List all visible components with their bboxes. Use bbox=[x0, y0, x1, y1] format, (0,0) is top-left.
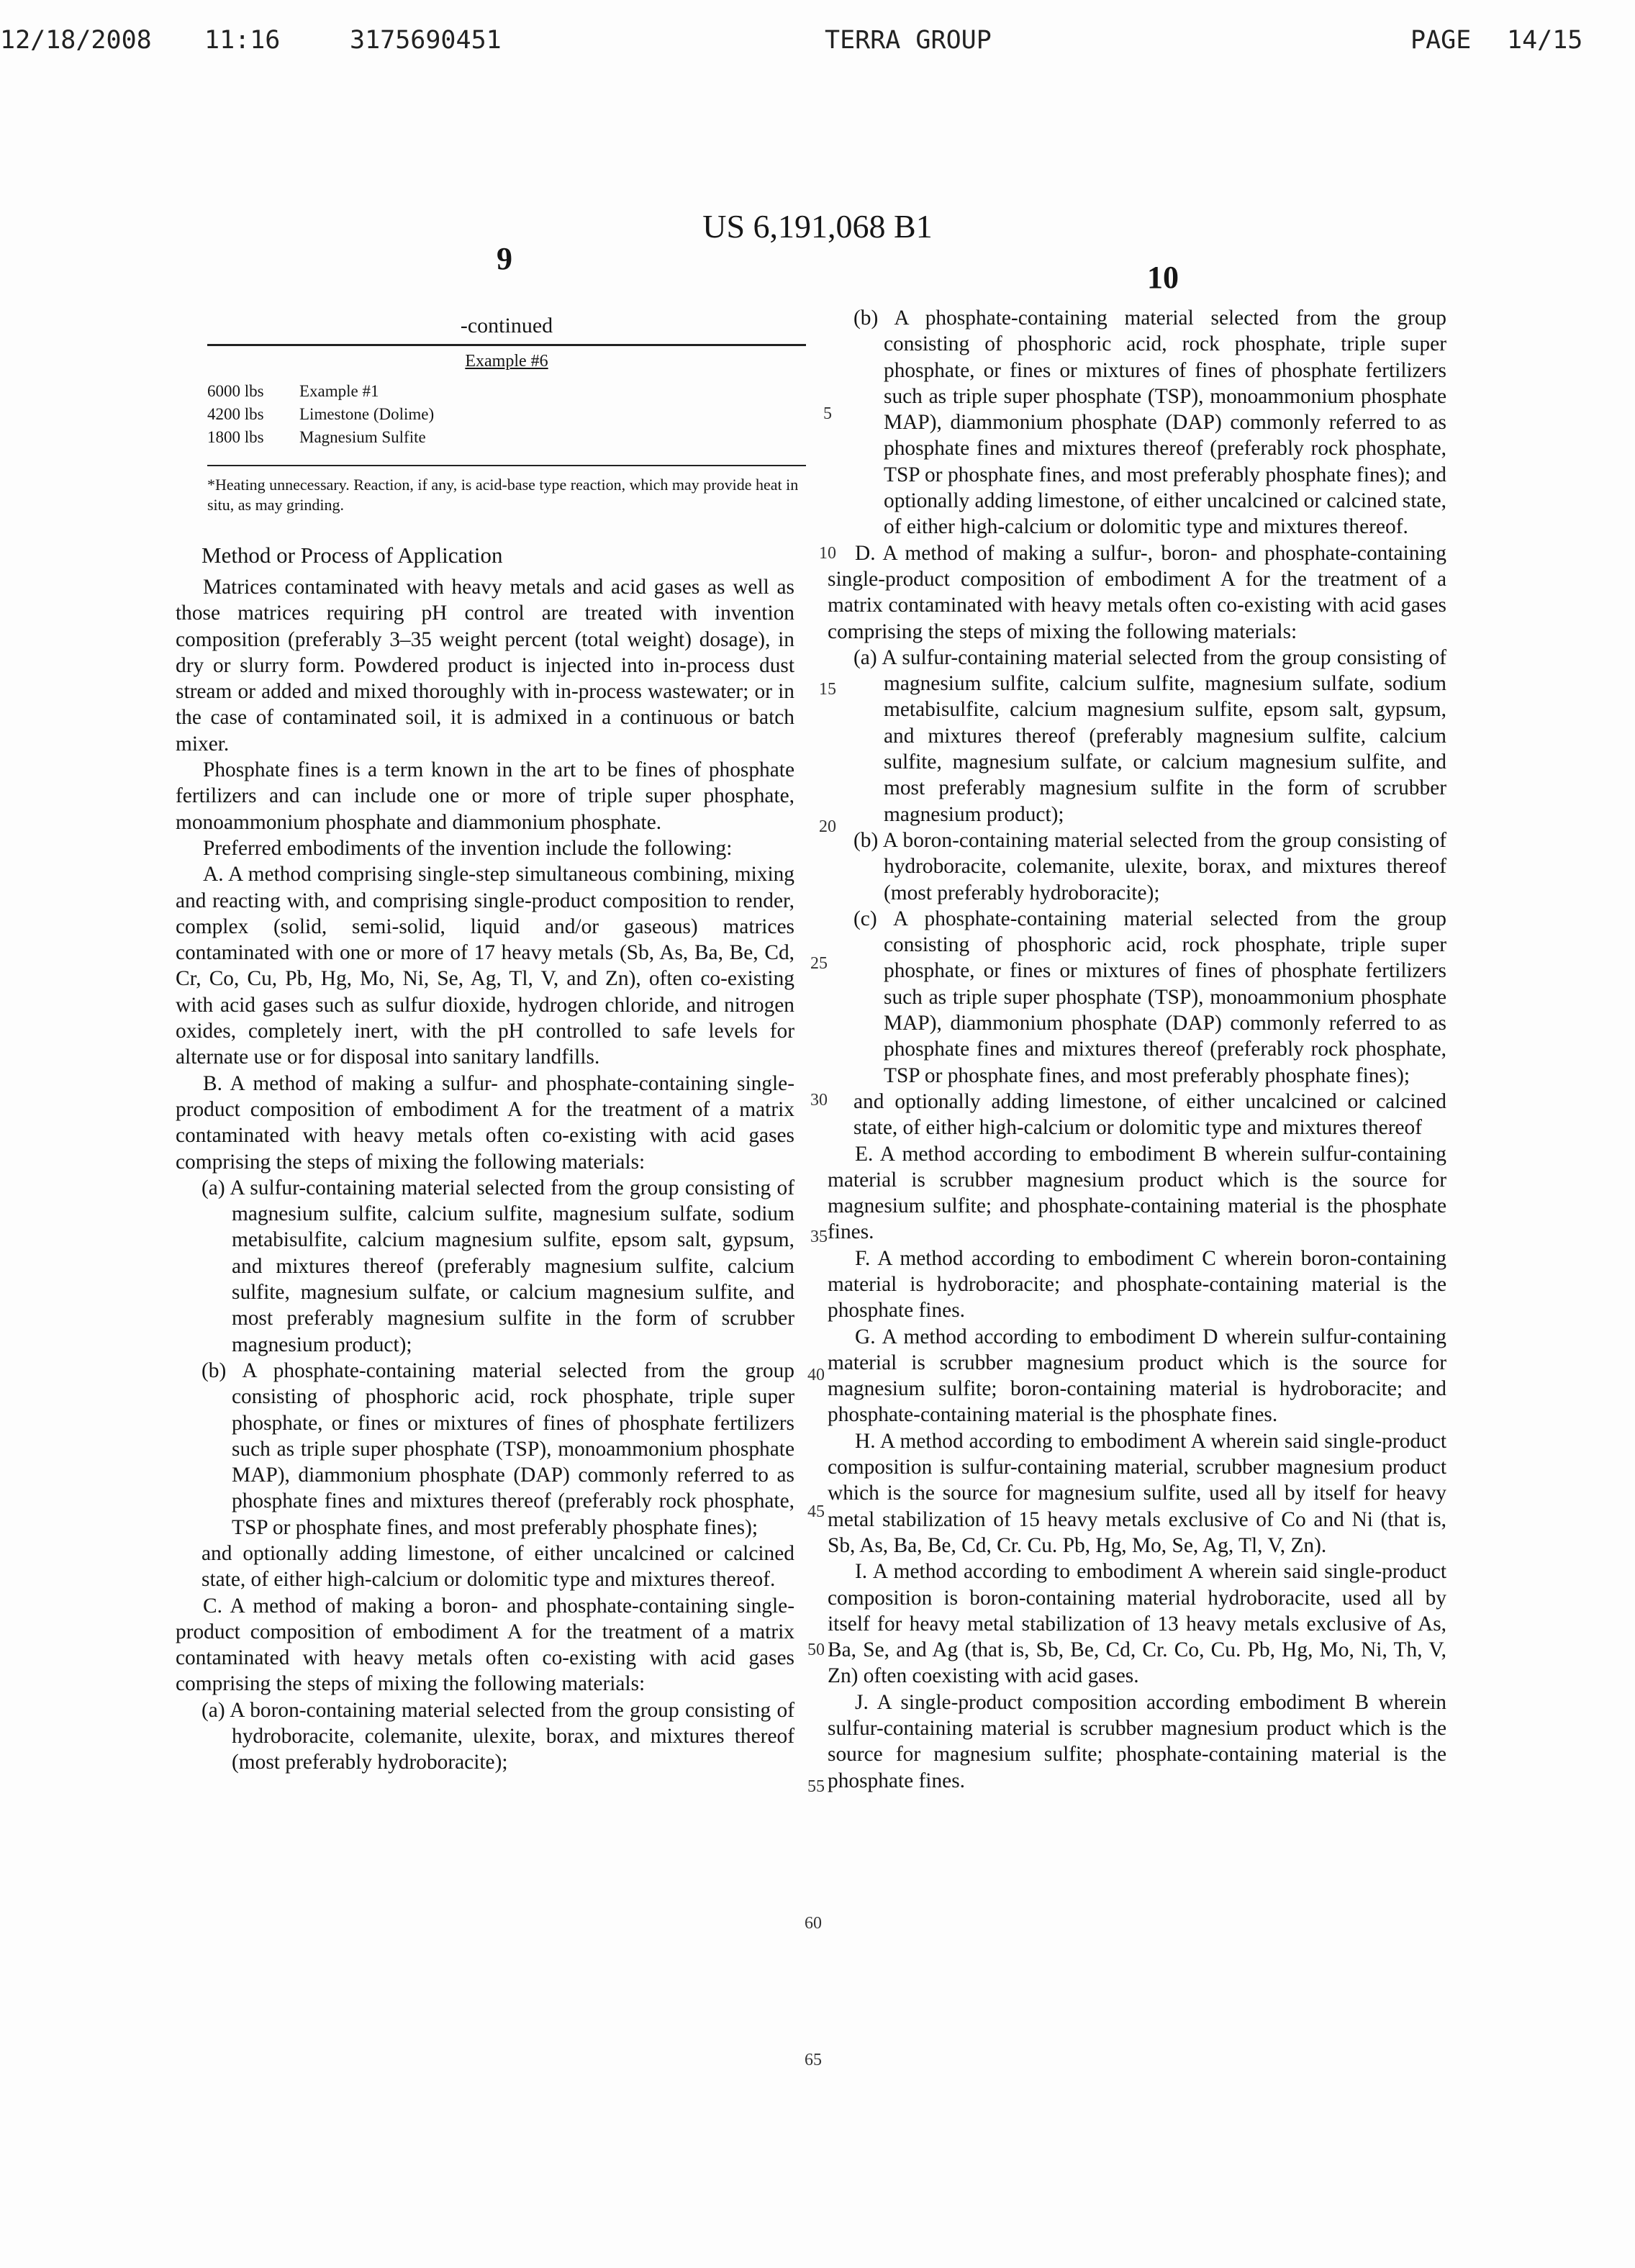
embodiment-b: B. A method of making a sulfur- and phosphate-containing single-product composition of embodiment A for the treatment of a matrix contaminated with heavy metals often co-existing with acid gases comprising the steps of mixing the following materials: bbox=[176, 1071, 794, 1174]
table-amount: 1800 lbs bbox=[207, 428, 264, 446]
paragraph: and optionally adding limestone, of either uncalcined or calcined state, of either high-calcium or dolomitic type and mixtures thereof bbox=[853, 1089, 1446, 1140]
claim-item: (a) A sulfur-containing material selected from the group consisting of magnesium sulfite, calcium sulfite, magnesium sulfate, sodium metabisulfite, calcium magnesium sulfite, epsom salt, gypsum, and mixtures thereof (preferably magnesium sulfite, calcium sulfite, magnesium sulfate, or calcium magnesium sulfite, and most preferably magnesium sulfite in the form of scrubber magnesium product); bbox=[853, 645, 1446, 826]
patent-number: US 6,191,068 B1 bbox=[702, 208, 933, 245]
table-rule bbox=[207, 344, 806, 346]
fax-time: 11:16 bbox=[204, 26, 281, 55]
line-number: 45 bbox=[807, 1502, 825, 1521]
table-material: Magnesium Sulfite bbox=[299, 428, 426, 446]
line-number: 35 bbox=[810, 1228, 828, 1246]
table-row bbox=[207, 403, 806, 426]
claim-item: (b) A phosphate-containing material selected from the group consisting of phosphoric acid, rock phosphate, triple super phosphate, or fines or mixtures of fines of phosphate fertilizers such as triple super phosphate (TSP), monoammonium phosphate MAP), diammonium phosphate (DAP) commonly referred to as phosphate fines and mixtures thereof (preferably rock phosphate, TSP or phosphate fines, and most preferably phosphate fines); bbox=[201, 1358, 794, 1539]
table-example-label: Example #6 bbox=[465, 352, 548, 371]
embodiment-e: E. A method according to embodiment B wherein sulfur-containing material is scrubber magnesium product which is the source for magnesium sulfite; and phosphate-containing material is the phosphate fines. bbox=[828, 1142, 1446, 1244]
embodiment-j: J. A single-product composition according embodiment B wherein sulfur-containing material is scrubber magnesium product which is the source for magnesium sulfite; phosphate-containing material is the phosphate fines. bbox=[828, 1690, 1446, 1792]
table-amount: 4200 lbs bbox=[207, 405, 264, 423]
table-row bbox=[207, 380, 806, 403]
claim-item: (c) A phosphate-containing material selected from the group consisting of phosphoric acid, rock phosphate, triple super phosphate, or fines or mixtures of fines of phosphate fertilizers such as triple super phosphate (TSP), monoammonium phosphate MAP), diammonium phosphate (DAP) commonly referred to as phosphate fines and mixtures thereof (preferably rock phosphate, TSP or phosphate fines, and most preferably phosphate fines); bbox=[853, 907, 1446, 1087]
fax-page-number: 14/15 bbox=[1507, 26, 1583, 55]
line-number: 20 bbox=[819, 817, 836, 836]
paragraph: Matrices contaminated with heavy metals and acid gases as well as those matrices requiring pH control are treated with invention composition (preferably 3–35 weight percent (total weight) dosage), in dry or slurry form. Powdered product is injected into in-process dust stream or added and mixed thoroughly with in-process wastewater; or in the case of contaminated soil, it is admixed in a continuous or batch mixer. bbox=[176, 576, 794, 756]
paragraph: and optionally adding limestone, of either uncalcined or calcined state, of either high-calcium or dolomitic type and mixtures thereof. bbox=[201, 1541, 794, 1592]
fax-page-label: PAGE bbox=[1410, 26, 1472, 55]
paragraph: Phosphate fines is a term known in the art to be fines of phosphate fertilizers and can include one or more of triple super phosphate, monoammonium phosphate and diammonium phosphate. bbox=[176, 758, 794, 834]
right-column bbox=[828, 305, 1446, 1794]
embodiment-d: D. A method of making a sulfur-, boron- and phosphate-containing single-product composition of embodiment A for the treatment of a matrix contaminated with heavy metals often co-existing with acid gases comprising the steps of mixing the following materials: bbox=[828, 541, 1446, 643]
claim-item: (b) A phosphate-containing material selected from the group consisting of phosphoric acid, rock phosphate, triple super phosphate, or fines or mixtures of fines of phosphate fertilizers such as triple super phosphate (TSP), monoammonium phosphate MAP), diammonium phosphate (DAP) commonly referred to as phosphate fines and mixtures thereof (preferably rock phosphate, TSP or phosphate fines, and most preferably phosphate fines); and optionally adding limestone, of either uncalcined or calcined state, of either high-calcium or dolomitic type and mixtures thereof. bbox=[853, 307, 1446, 539]
page-number-left: 9 bbox=[497, 241, 512, 276]
line-number: 25 bbox=[810, 954, 828, 973]
line-number: 10 bbox=[819, 544, 836, 563]
fax-sender: TERRA GROUP bbox=[825, 26, 992, 55]
table-material: Example #1 bbox=[299, 382, 379, 400]
claim-item: (a) A sulfur-containing material selected from the group consisting of magnesium sulfite, calcium sulfite, magnesium sulfate, sodium metabisulfite, calcium magnesium sulfite, epsom salt, gypsum, and mixtures thereof (preferably magnesium sulfite, calcium sulfite, magnesium sulfate, or calcium magnesium sulfite, and most preferably magnesium sulfite in the form of scrubber magnesium product); bbox=[201, 1176, 794, 1356]
table-material: Limestone (Dolime) bbox=[299, 405, 435, 423]
fax-header bbox=[0, 26, 1635, 69]
fax-phone: 3175690451 bbox=[350, 26, 502, 55]
embodiment-i: I. A method according to embodiment A wherein said single-product composition is boron-containing material hydroboracite, used all by itself for heavy metal stabilization of 13 heavy metals exclusive of As, Ba, Se, and Ag (that is, Sb, Be, Cd, Cr. Co, Cu. Pb, Hg, Mo, Ni, Th, V, Zn) often coexisting with acid gases. bbox=[828, 1560, 1446, 1688]
table-continued-label: -continued bbox=[460, 314, 553, 337]
left-column bbox=[176, 574, 794, 1776]
line-number: 65 bbox=[805, 2051, 822, 2069]
line-number: 15 bbox=[819, 680, 836, 699]
embodiment-f: F. A method according to embodiment C wherein boron-containing material is hydroboracite; and phosphate-containing material is the phosphate fines. bbox=[828, 1246, 1446, 1323]
embodiment-a: A. A method comprising single-step simultaneous combining, mixing and reacting with, and comprising single-product composition to render, complex (solid, semi-solid, liquid and/or gaseous) matrices contaminated with one or more of 17 heavy metals (Sb, As, Ba, Be, Cd, Cr, Co, Cu, Pb, Hg, Mo, Ni, Se, Ag, Tl, V, and Zn), often co-existing with acid gases such as sulfur dioxide, hydrogen chloride, and nitrogen oxides, completely inert, with the pH controlled to safe levels for alternate use or for disposal into sanitary landfills. bbox=[176, 863, 794, 1069]
section-heading: Method or Process of Application bbox=[201, 543, 503, 568]
embodiment-g: G. A method according to embodiment D wherein sulfur-containing material is scrubber magnesium product which is the source for magnesium sulfite; boron-containing material is hydroboracite; and phosphate-containing material is the phosphate fines. bbox=[828, 1325, 1446, 1427]
table-row bbox=[207, 426, 806, 449]
claim-item: (a) A boron-containing material selected from the group consisting of hydroboracite, colemanite, ulexite, borax, and mixtures thereof (most preferably hydroboracite); bbox=[201, 1698, 794, 1774]
line-number: 30 bbox=[810, 1091, 828, 1110]
line-number: 50 bbox=[807, 1641, 825, 1659]
claim-item: (b) A boron-containing material selected from the group consisting of hydroboracite, colemanite, ulexite, borax, and mixtures thereof (most preferably hydroboracite); bbox=[853, 828, 1446, 904]
embodiment-c: C. A method of making a boron- and phosphate-containing single-product composition of embodiment A for the treatment of a matrix contaminated with heavy metals often co-existing with acid gases comprising the steps of mixing the following materials: bbox=[176, 1594, 794, 1696]
embodiment-h: H. A method according to embodiment A wherein said single-product composition is sulfur-containing material, scrubber magnesium product which is the source for magnesium sulfite, used all by itself for heavy metal stabilization of 15 heavy metals exclusive of Co and Ni (that is, Sb, As, Ba, Be, Cd, Cr. Cu. Pb, Hg, Mo, Se, Ag, Tl, V, Zn). bbox=[828, 1429, 1446, 1557]
line-number: 55 bbox=[807, 1777, 825, 1796]
fax-date: 12/18/2008 bbox=[0, 26, 152, 55]
table-amount: 6000 lbs bbox=[207, 382, 264, 400]
paragraph: Preferred embodiments of the invention include the following: bbox=[203, 836, 733, 860]
line-number: 60 bbox=[805, 1914, 822, 1933]
line-number: 5 bbox=[823, 404, 832, 423]
example-table bbox=[207, 314, 806, 515]
page-number-right: 10 bbox=[1147, 260, 1179, 295]
line-number: 40 bbox=[807, 1366, 825, 1384]
table-footnote: *Heating unnecessary. Reaction, if any, is acid-base type reaction, which may provide heat in situ, as may grinding. bbox=[207, 465, 806, 515]
